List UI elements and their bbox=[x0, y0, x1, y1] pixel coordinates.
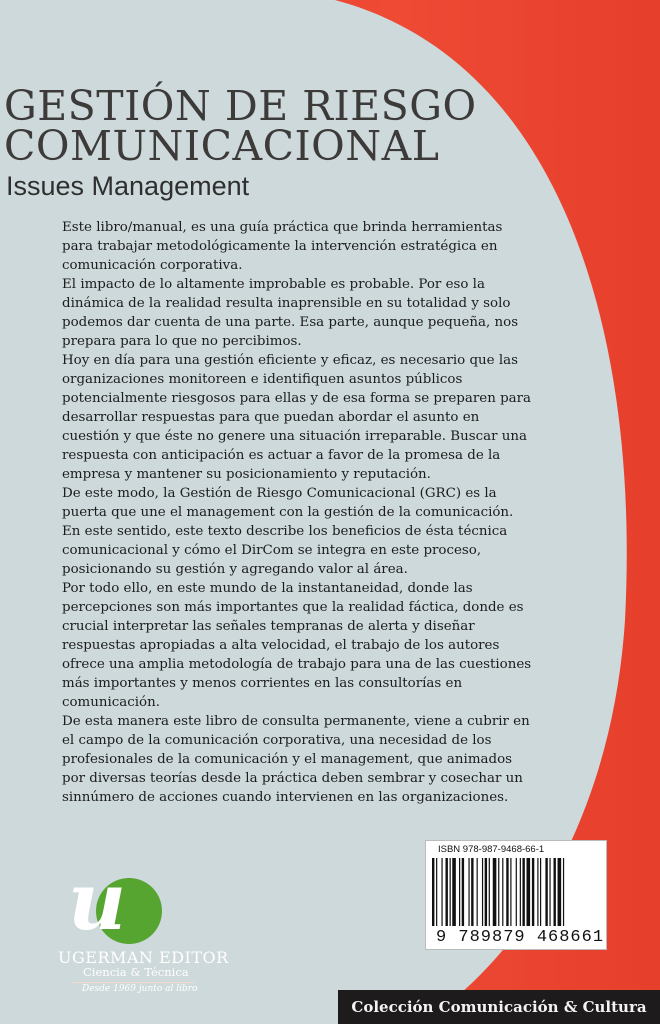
blurb-paragraph: El impacto de lo altamente improbable es probable. Por eso la dinámica de la realidad resulta inaprensible en su totalidad y solo podemos dar cuenta de una parte. Esa parte, aunque pequeña, nos prepara para lo que no percibimos. bbox=[62, 277, 519, 349]
blurb-paragraph: Hoy en día para una gestión eficiente y eficaz, es necesario que las organizaciones monitoreen e identifiquen asuntos públicos potencialmente riesgosos para ellas y de esa forma se preparen para desarrollar respuestas para que puedan abordar el asunto en cuestión y que éste no genere una situación irreparable. Buscar una respuesta con anticipación es actuar a favor de la promesa de la empresa y mantener su posicionamiento y reputación. bbox=[62, 353, 532, 482]
title-line-2: COMUNICACIONAL bbox=[4, 122, 440, 170]
blurb-paragraph: Por todo ello, en este mundo de la instantaneidad, donde las percepciones son más importantes que la realidad fáctica, donde es crucial interpretar las señales tempranas de alerta y diseñar respuestas apropiadas a alta velocidad, el trabajo de los autores ofrece una amplia metodología de trabajo para una de las cuestiones más importantes y menos corrientes en las consultorías en comunicación. bbox=[62, 581, 532, 710]
blurb-paragraph: De esta manera este libro de consulta permanente, viene a cubrir en el campo de la comunicación corporativa, una necesidad de los profesionales de la comunicación y el management, que animados por diversas teorías desde la práctica deben sembrar y cosechar un sinnúmero de acciones cuando intervienen en las organizaciones. bbox=[62, 714, 530, 805]
collection-label: Colección Comunicación & Cultura bbox=[338, 990, 660, 1024]
publisher-name: UGERMAN EDITOR bbox=[58, 948, 229, 967]
publisher-tagline: Desde 1969 junto al libro bbox=[82, 984, 198, 994]
publisher-divider bbox=[72, 982, 194, 983]
title-line-1: GESTIÓN DE RIESGO bbox=[4, 82, 477, 130]
blurb-paragraph: De este modo, la Gestión de Riesgo Comunicacional (GRC) es la puerta que une el management con la gestión de la comunicación. En este sentido, este texto describe los beneficios de ésta técnica comunicacional y cómo el DirCom se integra en este proceso, posicionando su gestión y agregando valor al área. bbox=[62, 486, 514, 577]
isbn-label: ISBN 978-987-9468-66-1 bbox=[438, 844, 545, 855]
book-title bbox=[4, 82, 477, 170]
publisher-subtitle: Ciencia & Técnica bbox=[83, 965, 189, 979]
publisher-logo-icon: u bbox=[68, 854, 127, 948]
book-subtitle: Issues Management bbox=[6, 171, 250, 201]
barcode-digits: 9 789879 468661 bbox=[436, 928, 605, 947]
barcode-icon bbox=[432, 858, 600, 928]
blurb-paragraph: Este libro/manual, es una guía práctica que brinda herramientas para trabajar metodológicamente la intervención estratégica en comunicación corporativa. bbox=[62, 220, 503, 273]
back-cover-blurb bbox=[62, 218, 532, 807]
